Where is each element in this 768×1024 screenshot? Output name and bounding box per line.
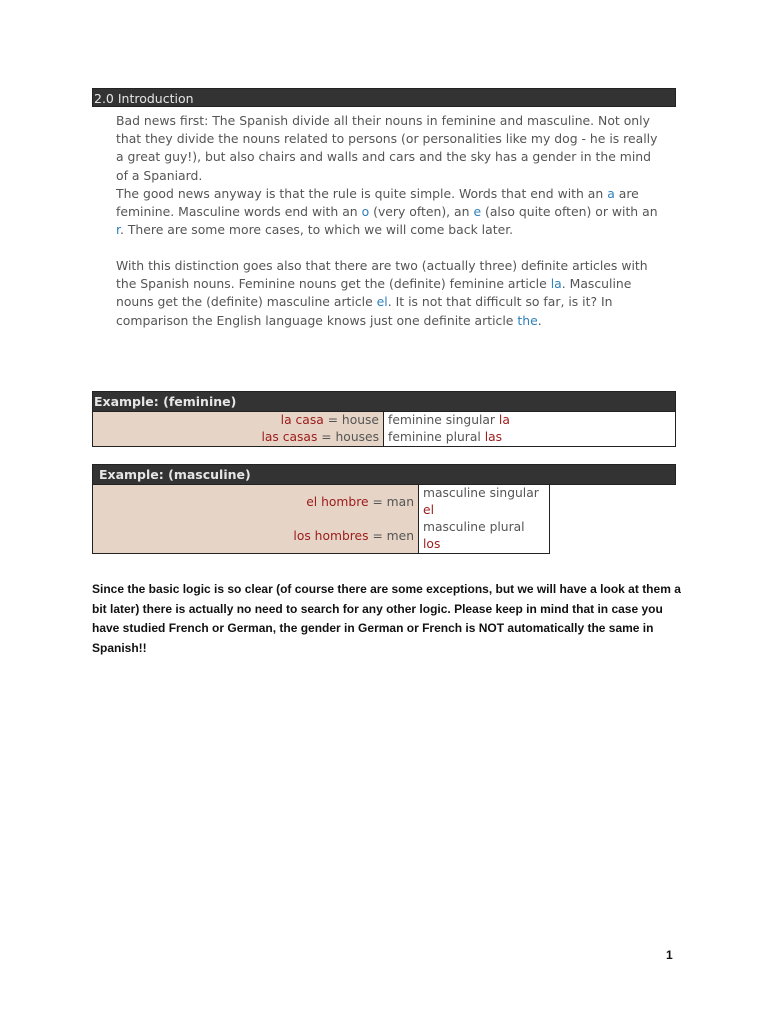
example-word-cell (93, 485, 419, 520)
translation: = men (368, 528, 414, 543)
closing-paragraph: Since the basic logic is so clear (of course there are some exceptions, but we will have a look at them a bit later) there is actually no need to search for any other logic. Please keep in mind that in case you have studied French or German, the gender in German or French is NOT automatically the same in Spanish!! (92, 582, 681, 655)
spanish-word: los hombres (293, 528, 369, 543)
ending-o: o (361, 204, 370, 220)
intro-paragraph-2 (116, 185, 664, 240)
empty-cell (550, 519, 676, 554)
ending-e: e (473, 204, 482, 220)
ending-a: a (607, 186, 615, 201)
description: feminine singular (388, 413, 499, 427)
article: el (423, 503, 434, 517)
article: la (498, 413, 510, 427)
spanish-word: el hombre (306, 494, 369, 509)
spanish-word: la casa (280, 413, 324, 427)
description: masculine plural (423, 520, 525, 534)
translation: = house (323, 413, 379, 427)
example-word-cell (93, 412, 384, 430)
text-run: . (537, 312, 542, 328)
table-row (93, 519, 676, 554)
page-number: 1 (666, 948, 673, 962)
table-row (93, 429, 676, 447)
description: masculine singular (423, 486, 539, 500)
translation: = man (368, 494, 414, 509)
table-row (93, 412, 676, 430)
text-run: are feminine. Masculine words end with an (116, 186, 639, 220)
article-the: the (517, 312, 538, 328)
text-run: The good news anyway is that the rule is quite simple. Words that end with an (116, 186, 608, 201)
spanish-word: las casas (261, 430, 318, 444)
example-word-cell (93, 429, 384, 447)
intro-paragraph-1: Bad news first: The Spanish divide all their nouns in feminine and masculine. Not only that they divide the nouns related to persons (or personalities like my dog - he is really a great guy!), but also chairs and walls and cars and the sky has a gender in the mind of a Spaniard. (116, 113, 658, 183)
text-run: . It is not that difficult so far, is it? In comparison the English language knows just one definite article (116, 294, 613, 328)
masculine-example-header: Example: (masculine) (93, 465, 676, 485)
article-el: el (376, 294, 388, 310)
table-row (93, 485, 676, 520)
article: las (484, 430, 503, 444)
intro-paragraph-3 (116, 257, 664, 330)
article: los (423, 537, 441, 551)
example-desc-cell (419, 485, 550, 520)
text-run: . There are some more cases, to which we will come back later. (119, 222, 514, 238)
example-desc-cell (384, 412, 676, 430)
text-run: With this distinction goes also that there are two (actually three) definite articles with the Spanish nouns. Feminine nouns get the (definite) feminine article (116, 258, 648, 292)
masculine-example-table (92, 464, 676, 554)
text-run: (very often), an (369, 204, 474, 220)
translation: = houses (317, 430, 379, 444)
feminine-example-table (92, 391, 676, 447)
article-la: la (550, 276, 562, 292)
ending-r: r (116, 222, 120, 238)
section-heading: 2.0 Introduction (92, 88, 676, 107)
example-desc-cell (384, 429, 676, 447)
text-run: (also quite often) or with an (481, 204, 658, 220)
example-word-cell (93, 519, 419, 554)
text-run: . Masculine nouns get the (definite) masculine article (116, 276, 632, 310)
example-desc-cell (419, 519, 550, 554)
feminine-example-header: Example: (feminine) (93, 392, 676, 412)
empty-cell (550, 485, 676, 520)
description: feminine plural (388, 430, 485, 444)
